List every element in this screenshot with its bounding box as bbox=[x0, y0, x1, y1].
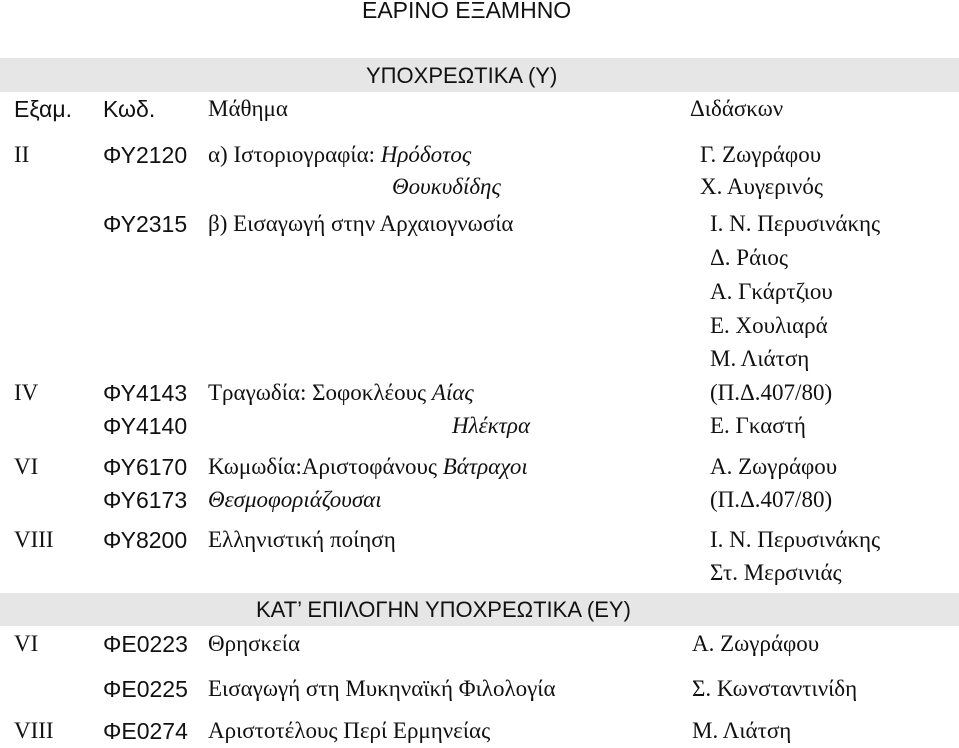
row4-code: ΦΥ4140 bbox=[103, 413, 188, 439]
elective3-instructor: Μ. Λιάτση bbox=[692, 718, 792, 743]
row5-course bbox=[208, 454, 528, 480]
row2-instructor-1: Ι. Ν. Περυσινάκης bbox=[710, 211, 881, 236]
col-header-code: Κωδ. bbox=[103, 96, 156, 122]
row3-instructor: (Π.Δ.407/80) bbox=[710, 380, 833, 405]
row7-instructor: Ι. Ν. Περυσινάκης bbox=[710, 527, 881, 552]
row7-code: ΦΥ8200 bbox=[103, 527, 188, 553]
row1-semester: ΙΙ bbox=[14, 142, 30, 167]
row1-code: ΦΥ2120 bbox=[103, 142, 188, 168]
elective2-course: Εισαγωγή στη Μυκηναϊκή Φιλολογία bbox=[208, 676, 556, 701]
row2-instructor-3: Α. Γκάρτζιου bbox=[710, 279, 833, 304]
row4-instructor: Ε. Γκαστή bbox=[710, 413, 806, 438]
row3-semester: ΙV bbox=[14, 380, 39, 405]
row2-instructor-5: Μ. Λιάτση bbox=[710, 346, 810, 371]
row7-instructor2: Στ. Μερσινιάς bbox=[710, 560, 842, 585]
row3-course bbox=[208, 380, 474, 406]
row1-course-prefix: α) Ιστοριογραφία: bbox=[208, 142, 381, 167]
page-title: ΕΑΡΙΝΟ ΕΞΑΜΗΝΟ bbox=[362, 0, 572, 23]
row4-course: Ηλέκτρα bbox=[452, 413, 531, 438]
row3-code: ΦΥ4143 bbox=[103, 380, 188, 406]
elective2-instructor: Σ. Κωνσταντινίδη bbox=[692, 676, 858, 701]
mandatory-section-title: ΥΠΟΧΡΕΩΤΙΚΑ (Υ) bbox=[366, 63, 558, 88]
row1-instructor: Γ. Ζωγράφου bbox=[700, 142, 822, 167]
col-header-semester: Εξαμ. bbox=[14, 96, 72, 122]
row1-instructor2: Χ. Αυγερινός bbox=[700, 174, 823, 199]
col-header-course: Μάθημα bbox=[208, 96, 288, 121]
elective3-course: Αριστοτέλους Περί Ερμηνείας bbox=[208, 718, 491, 743]
row5-course-prefix: Κωμωδία:Αριστοφάνους bbox=[208, 454, 443, 479]
row7-semester: VIII bbox=[14, 527, 54, 552]
row6-code: ΦΥ6173 bbox=[103, 487, 188, 513]
row1-course-italic: Ηρόδοτος bbox=[380, 142, 472, 167]
elective1-instructor: Α. Ζωγράφου bbox=[692, 631, 820, 656]
row3-course-prefix: Τραγωδία: Σοφοκλέους bbox=[208, 380, 432, 405]
row2-code: ΦΥ2315 bbox=[103, 211, 188, 237]
row2-course: β) Εισαγωγή στην Αρχαιογνωσία bbox=[208, 211, 514, 236]
elective1-code: ΦΕ0223 bbox=[103, 631, 188, 657]
row1-course-line2: Θουκυδίδης bbox=[392, 174, 501, 199]
row5-code: ΦΥ6170 bbox=[103, 454, 188, 480]
elective1-course: Θρησκεία bbox=[208, 631, 300, 656]
row2-instructor-2: Δ. Ράιος bbox=[710, 245, 788, 270]
row2-instructor-4: Ε. Χουλιαρά bbox=[710, 313, 828, 338]
row5-course-italic: Βάτραχοι bbox=[442, 454, 528, 479]
elective3-semester: VIII bbox=[14, 718, 54, 743]
col-header-instructor: Διδάσκων bbox=[690, 96, 784, 121]
elective1-semester: VI bbox=[14, 631, 39, 656]
row7-course: Ελληνιστική ποίηση bbox=[208, 527, 396, 552]
row6-course: Θεσμοφοριάζουσαι bbox=[208, 487, 382, 512]
row5-semester: VI bbox=[14, 454, 39, 479]
elective-section-title: ΚΑΤ’ ΕΠΙΛΟΓΗΝ ΥΠΟΧΡΕΩΤΙΚΑ (ΕΥ) bbox=[256, 597, 631, 622]
elective2-code: ΦΕ0225 bbox=[103, 676, 188, 702]
row6-instructor: (Π.Δ.407/80) bbox=[710, 487, 833, 512]
row3-course-italic: Αίας bbox=[431, 380, 474, 405]
row5-instructor: Α. Ζωγράφου bbox=[710, 454, 838, 479]
row1-course bbox=[208, 142, 471, 168]
elective3-code: ΦΕ0274 bbox=[103, 718, 188, 744]
